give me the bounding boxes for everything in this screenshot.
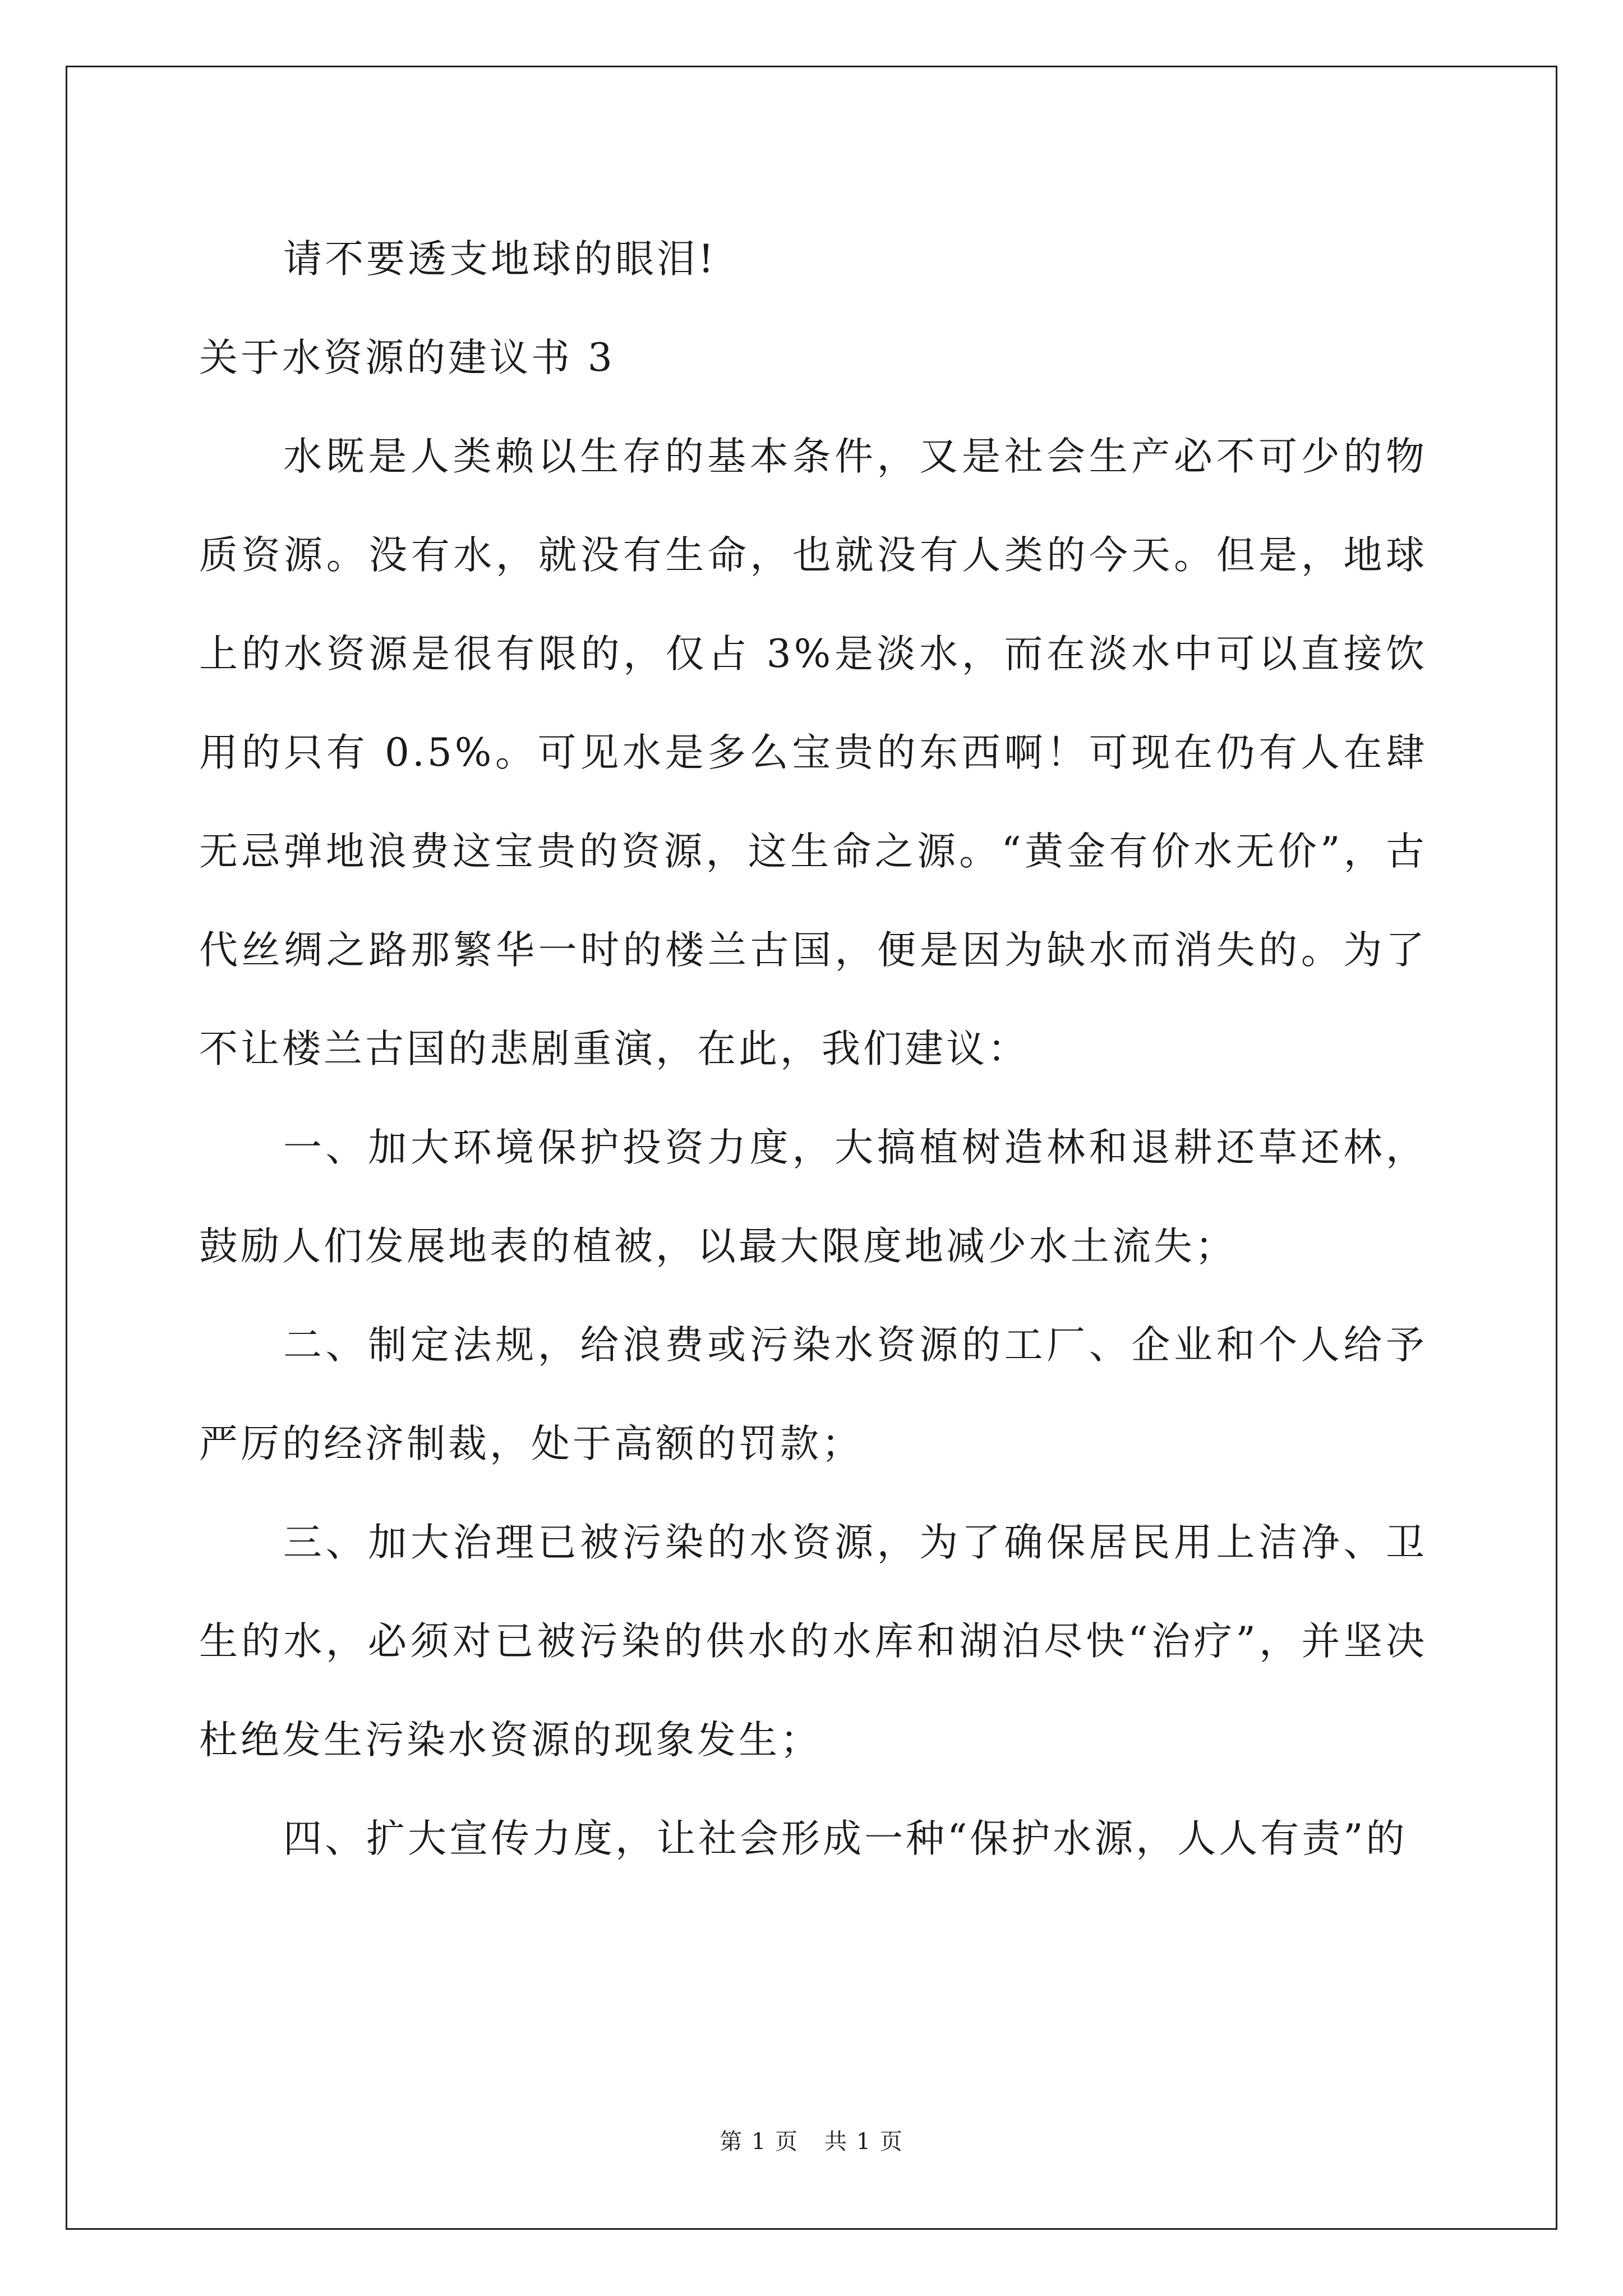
paragraph-suggestion-4: 四、扩大宣传力度，让社会形成一种“保护水源，人人有责”的 <box>283 1816 1408 1861</box>
page-count: 共 1 页 <box>824 2129 903 2155</box>
paragraph-suggestion-3: 三、加大治理已被污染的水资源，为了确保居民用上洁净、卫生的水，必须对已被污染的供水的水库和湖泊尽快“治疗”，并坚决杜绝发生污染水资源的现象发生； <box>199 1520 1427 1763</box>
page-footer <box>0 2124 1623 2156</box>
opening-line: 请不要透支地球的眼泪! <box>283 237 717 282</box>
paragraph-suggestion-2: 二、制定法规，给浪费或污染水资源的工厂、企业和个人给予严厉的经济制裁，处于高额的罚款； <box>199 1323 1427 1466</box>
document-body <box>199 210 1427 1888</box>
paragraph-intro: 水既是人类赖以生存的基本条件，又是社会生产必不可少的物质资源。没有水，就没有生命，也就没有人类的今天。但是，地球上的水资源是很有限的，仅占 3%是淡水，而在淡水中可以直接饮用的只有 0.5%。可见水是多么宝贵的东西啊！可现在仍有人在肆无忌弹地浪费这宝贵的资源，这生命之源。“黄金有价水无价”，古代丝绸之路那繁华一时的楼兰古国，便是因为缺水而消失的。为了不让楼兰古国的悲剧重演，在此，我们建议： <box>199 434 1427 1071</box>
section-heading: 关于水资源的建议书 3 <box>199 335 615 380</box>
page-number: 第 1 页 <box>720 2129 799 2155</box>
paragraph-suggestion-1: 一、加大环境保护投资力度，大搞植树造林和退耕还草还林，鼓励人们发展地表的植被，以最大限度地减少水土流失； <box>199 1125 1427 1269</box>
